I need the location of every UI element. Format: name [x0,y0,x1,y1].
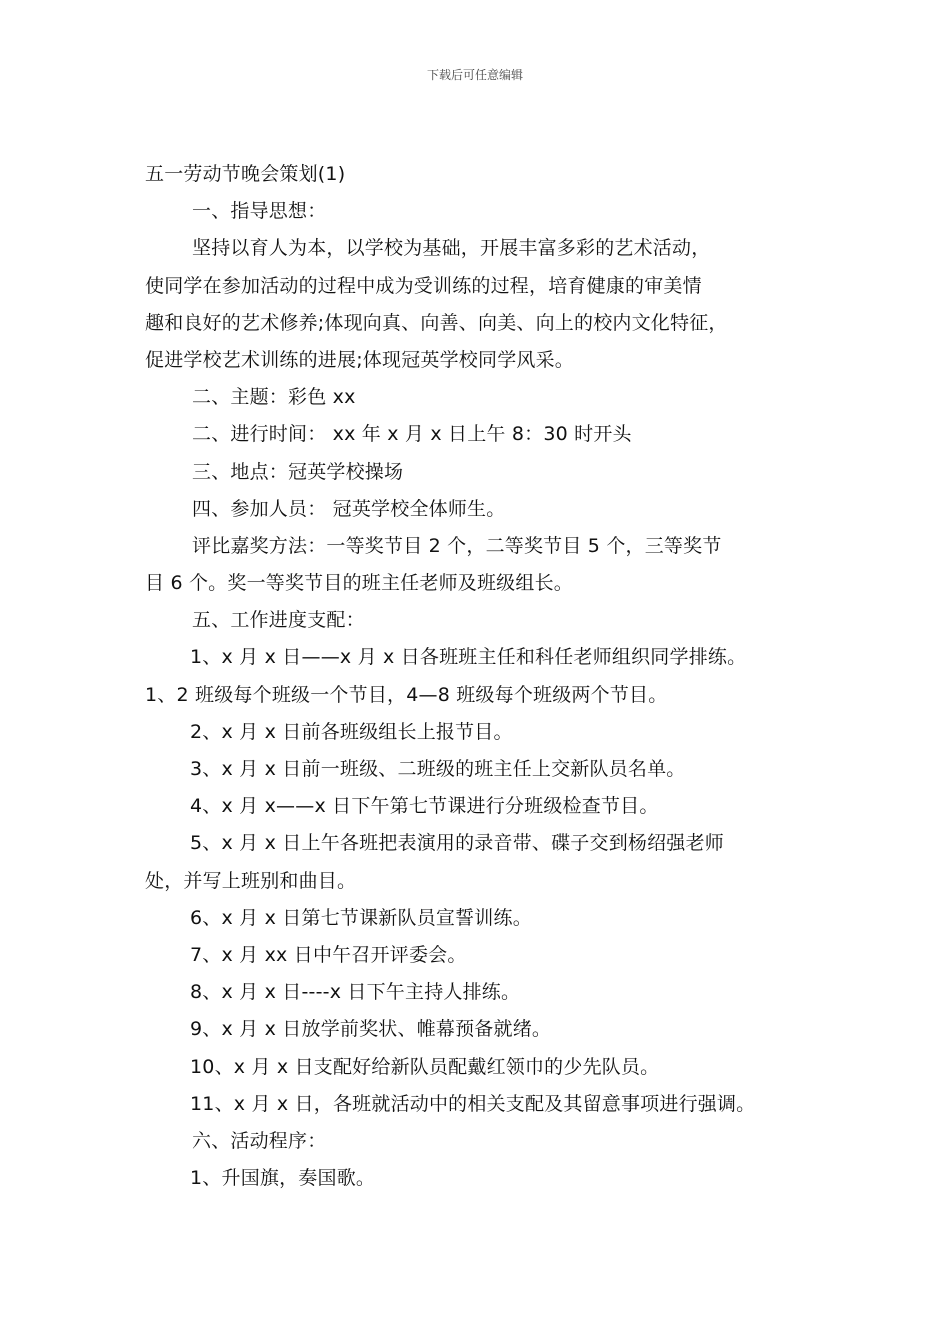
paragraph-line: 目 6 个。奖一等奖节目的班主任老师及班级组长。 [145,572,573,595]
section-heading: 二、主题：彩色 xx [192,386,356,409]
paragraph-line: 促进学校艺术训练的进展;体现冠英学校同学风采。 [145,348,575,371]
page-header-note: 下载后可任意编辑 [426,68,523,82]
paragraph-line: 坚持以育人为本，以学校为基础，开展丰富多彩的艺术活动， [192,237,711,260]
document-body [145,156,825,1197]
list-item: 8、x 月 x 日----x 日下午主持人排练。 [190,981,521,1004]
section-heading: 二、进行时间： xx 年 x 月 x 日上午 8：30 时开头 [192,423,632,446]
section-heading: 三、地点：冠英学校操场 [192,460,404,483]
list-item: 7、x 月 xx 日中午召开评委会。 [190,943,467,966]
list-item: 1、2 班级每个班级一个节目，4—8 班级每个班级两个节目。 [145,683,668,706]
section-heading: 一、指导思想： [192,200,327,223]
section-heading: 六、活动程序： [192,1129,327,1152]
list-item: 1、x 月 x 日——x 月 x 日各班班主任和科任老师组织同学排练。 [190,646,747,669]
list-item: 4、x 月 x——x 日下午第七节课进行分班级检查节目。 [190,795,659,818]
list-item: 9、x 月 x 日放学前奖状、帷幕预备就绪。 [190,1018,552,1041]
list-item: 1、升国旗，奏国歌。 [190,1167,376,1190]
list-item: 5、x 月 x 日上午各班把表演用的录音带、碟子交到杨绍强老师 [190,832,724,855]
list-item: 6、x 月 x 日第七节课新队员宣誓训练。 [190,906,532,929]
list-item: 3、x 月 x 日前一班级、二班级的班主任上交新队员名单。 [190,758,686,780]
paragraph-line: 评比嘉奖方法：一等奖节目 2 个，二等奖节目 5 个，三等奖节 [192,534,722,557]
section-heading: 四、参加人员： 冠英学校全体师生。 [192,497,506,520]
list-item: 处，并写上班别和曲目。 [145,869,357,892]
section-heading: 五、工作进度支配： [192,609,365,632]
paragraph-line: 使同学在参加活动的过程中成为受训练的过程，培育健康的审美情 [145,274,702,297]
list-item: 2、x 月 x 日前各班级组长上报节目。 [190,720,513,743]
paragraph-line: 趣和良好的艺术修养;体现向真、向善、向美、向上的校内文化特征， [145,311,728,334]
document-title: 五一劳动节晚会策划(1) [145,163,346,185]
list-item: 11、x 月 x 日，各班就活动中的相关支配及其留意事项进行强调。 [190,1092,756,1115]
list-item: 10、x 月 x 日支配好给新队员配戴红领巾的少先队员。 [190,1055,660,1078]
